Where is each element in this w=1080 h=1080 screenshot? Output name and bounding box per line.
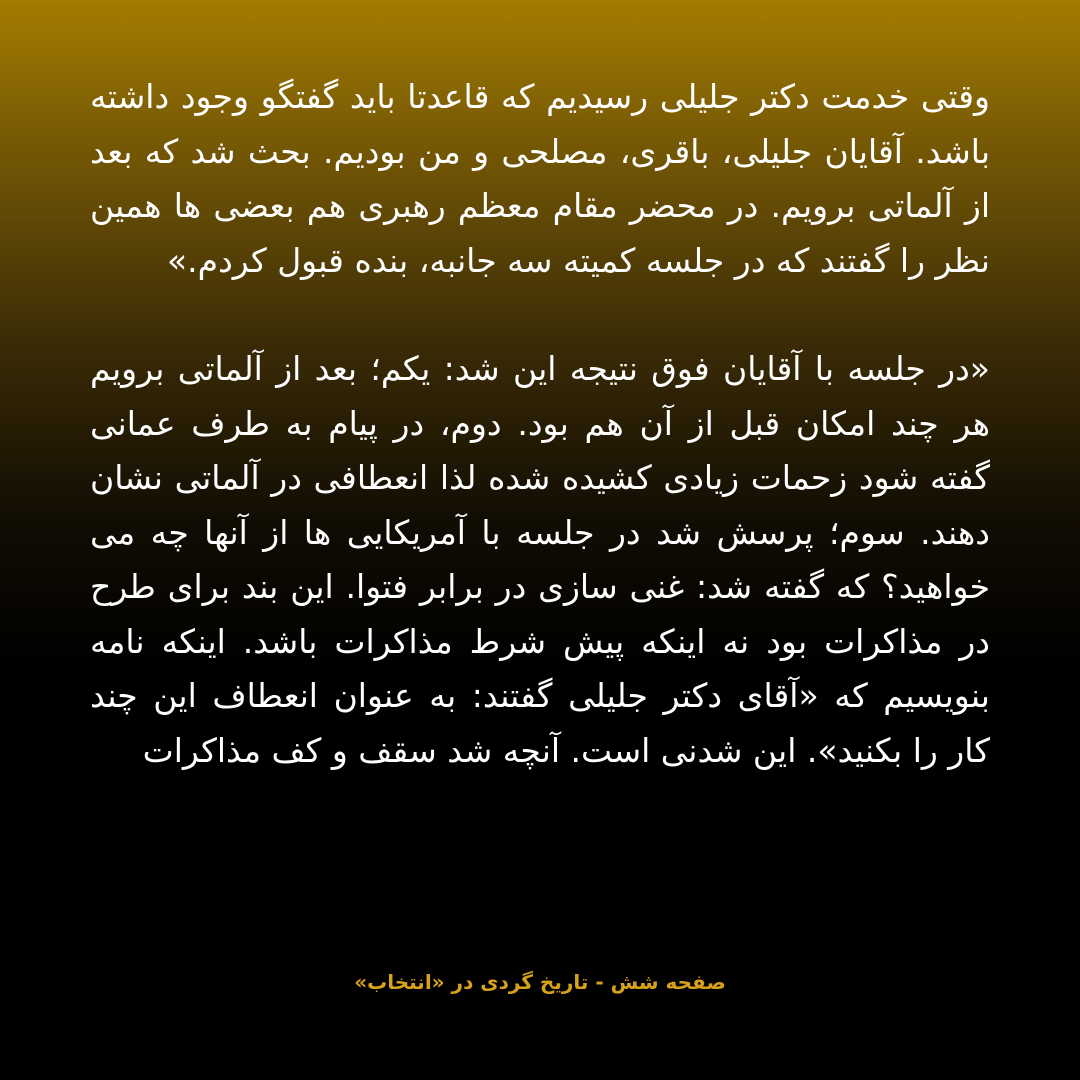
paragraph-2: «در جلسه با آقایان فوق نتیجه این شد: یکم؛ بعد از آلماتی برویم هر چند امکان قبل از آن هم بود. دوم، در پیام به طرف عمانی گفته شود زحمات زیادی کشیده شده لذا انعطافی در آلماتی نشان دهند. سوم؛ پرسش شد در جلسه با آمریکایی ها از آنها چه می خواهید؟ که گفته شد: غنی سازی در برابر فتوا. این بند برای طرح در مذاکرات بود نه اینکه پیش شرط مذاکرات باشد. اینکه نامه بنویسیم که «آقای دکتر جلیلی گفتند: به عنوان انعطاف این چند کار را بکنید». این شدنی است. آنچه شد سقف و کف مذاکرات <box>90 349 990 770</box>
article-body <box>90 70 990 778</box>
page-caption: صفحه شش - تاریخ گردی در «انتخاب» <box>354 970 726 994</box>
paragraph-1: وقتی خدمت دکتر جلیلی رسیدیم که قاعدتا باید گفتگو وجود داشته باشد. آقایان جلیلی، باقری، مصلحی و من بودیم. بحث شد که بعد از آلماتی برویم. در محضر مقام معظم رهبری هم بعضی ها همین نظر را گفتند که در جلسه کمیته سه جانبه، بنده قبول کردم.» <box>90 77 990 280</box>
